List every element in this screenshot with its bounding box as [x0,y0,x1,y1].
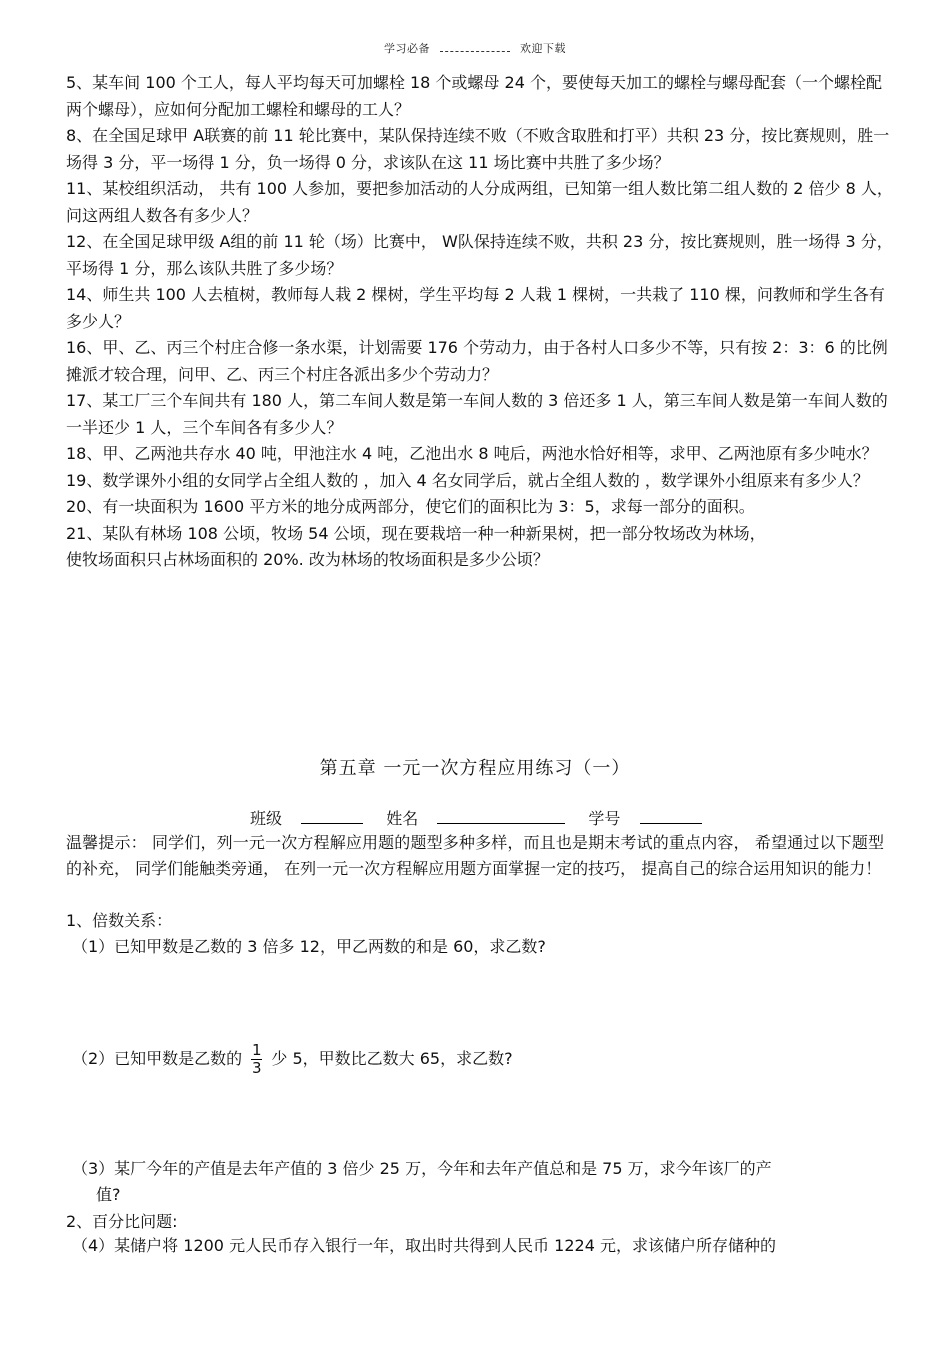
class-blank[interactable] [301,809,363,824]
problem-14: 14、师生共 100 人去植树，教师每人栽 2 棵树，学生平均每 2 人栽 1 棵树，一共栽了 110 棵，问教师和学生各有多少人？ [66,285,885,331]
header-right-text: 欢迎下载 [520,42,566,55]
question-3-line-1: （3）某厂今年的产值是去年产值的 3 倍少 25 万，今年和去年产值总和是 75 万，求今年该厂的产 [72,1159,772,1178]
problem-16: 16、甲、乙、丙三个村庄合修一条水渠，计划需要 176 个劳动力，由于各村人口多少不等，只有按 2：3：6 的比例摊派才较合理，问甲、乙、丙三个村庄各派出多少个劳动力？ [66,338,888,384]
problem-5: 5、某车间 100 个工人，每人平均每天可加螺栓 18 个或螺母 24 个，要使每天加工的螺栓与螺母配套（一个螺栓配两个螺母），应如何分配加工螺栓和螺母的工人？ [66,73,882,119]
fraction-numerator: 1 [252,1041,262,1059]
fraction-one-third [251,1042,262,1077]
question-2-text-before: （2）已知甲数是乙数的 [72,1049,243,1068]
problem-list [66,70,896,574]
problem-12: 12、在全国足球甲级 A组的前 11 轮（场）比赛中， W队保持连续不败，共积 23 分，按比赛规则，胜一场得 3 分，平场得 1 分，那么该队共胜了多少场？ [66,232,893,278]
fraction-denominator: 3 [252,1059,262,1077]
question-2 [72,1042,882,1077]
problem-21-continued: 使牧场面积只占林场面积的 20%. 改为林场的牧场面积是多少公顷？ [66,550,549,569]
question-2-text-after: 少 5，甲数比乙数大 65，求乙数? [271,1049,513,1068]
student-id-blank[interactable] [640,809,702,824]
class-label: 班级 [250,809,283,828]
question-1: （1）已知甲数是乙数的 3 倍多 12，甲乙两数的和是 60，求乙数? [72,937,546,956]
problem-8: 8、在全国足球甲 A联赛的前 11 轮比赛中，某队保持连续不败（不败含取胜和打平）共积 23 分，按比赛规则，胜一场得 3 分，平一场得 1 分，负一场得 0 分，求该队在这 11 场比赛中共胜了多少场？ [66,126,890,172]
header-divider [440,43,510,52]
tip-paragraph: 温馨提示： 同学们，列一元一次方程解应用题的题型多种多样，而且也是期末考试的重点内容， 希望通过以下题型的补充， 同学们能触类旁通， 在列一元一次方程解应用题方面掌握一定的技巧， 提高自己的综合运用知识的能力！ [66,833,884,878]
problem-17: 17、某工厂三个车间共有 180 人，第二车间人数是第一车间人数的 3 倍还多 1 人，第三车间人数是第一车间人数的一半还少 1 人，三个车间各有多少人？ [66,391,888,437]
problem-20: 20、有一块面积为 1600 平方米的地分成两部分，使它们的面积比为 3：5，求每一部分的面积。 [66,497,755,516]
section-multiple-relation: 1、倍数关系： [66,911,173,930]
header-left-text: 学习必备 [384,42,430,55]
name-blank[interactable] [437,809,565,824]
question-3-line-2: 值? [96,1185,121,1204]
question-4: （4）某储户将 1200 元人民币存入银行一年，取出时共得到人民币 1224 元，求该储户所存储种的 [72,1236,776,1255]
problem-21: 21、某队有林场 108 公顷，牧场 54 公顷，现在要栽培一种一种新果树，把一部分牧场改为林场， [66,523,766,543]
problem-18: 18、甲、乙两池共存水 40 吨，甲池注水 4 吨，乙池出水 8 吨后，两池水恰好相等，求甲、乙两池原有多少吨水？ [66,444,878,463]
page-header [0,40,950,56]
problem-11: 11、某校组织活动， 共有 100 人参加，要把参加活动的人分成两组，已知第一组人数比第二组人数的 2 倍少 8 人，问这两组人数各有多少人？ [66,179,893,225]
student-id-label: 学号 [588,809,621,828]
section-percentage: 2、百分比问题: [66,1212,178,1231]
student-info-fields [250,806,720,829]
name-label: 姓名 [386,809,419,828]
question-3 [72,1156,882,1208]
problem-19: 19、数学课外小组的女同学占全组人数的 ，加入 4 名女同学后，就占全组人数的 ，数学课外小组原来有多少人？ [66,470,869,490]
chapter-title: 第五章 一元一次方程应用练习（一） [319,758,631,779]
